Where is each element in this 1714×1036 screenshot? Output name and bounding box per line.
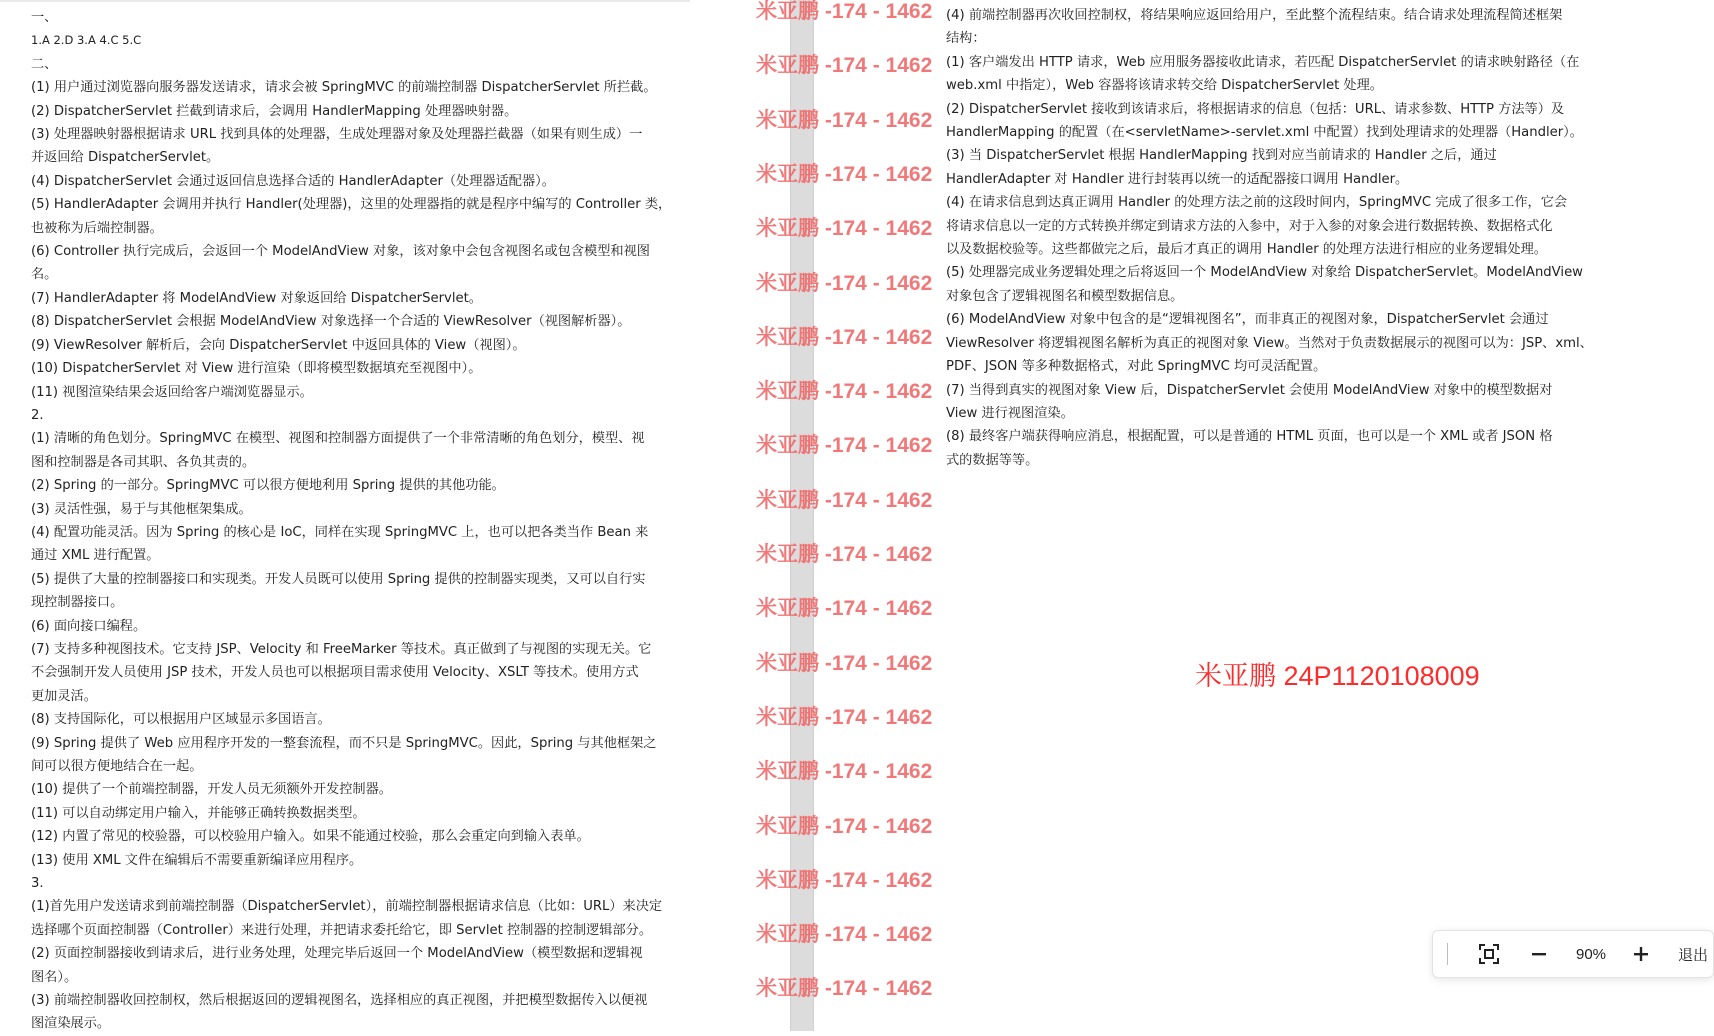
watermark-text: 米亚鹏 -174 - 1462 [756, 380, 933, 404]
text-line: 不会强制开发人员使用 JSP 技术，开发人员也可以根据项目需求使用 Velocity、XSLT 等技术。使用方式 [31, 665, 639, 681]
text-line: 1.A 2.D 3.A 4.C 5.C [31, 33, 142, 48]
left-page-text [31, 6, 672, 1036]
watermark-text: 米亚鹏 -174 - 1462 [756, 0, 933, 23]
text-line: 图和控制器是各司其职、各负其责的。 [31, 454, 256, 470]
text-line: (10) 提供了一个前端控制器，开发人员无须额外开发控制器。 [31, 782, 392, 798]
text-line: (3) 前端控制器收回控制权，然后根据返回的逻辑视图名，选择相应的真正视图，并把模型数据传入以便视 [31, 993, 648, 1009]
text-line: 现控制器接口。 [31, 595, 124, 611]
plus-icon [1632, 945, 1650, 963]
zoom-toolbar [1432, 930, 1714, 978]
watermark-text: 米亚鹏 -174 - 1462 [756, 977, 933, 1001]
text-line: web.xml 中指定），Web 容器将该请求转交给 DispatcherServlet 处理。 [946, 78, 1383, 94]
text-line: (9) Spring 提供了 Web 应用程序开发的一整套流程，而不只是 SpringMVC。因此，Spring 与其他框架之 [31, 735, 657, 751]
text-line: 一、 [31, 10, 58, 25]
minus-icon [1530, 945, 1548, 963]
text-line: PDF、JSON 等多种数据格式，对此 SpringMVC 均可灵活配置。 [946, 359, 1327, 375]
watermark-text: 米亚鹏 -174 - 1462 [756, 325, 933, 349]
text-line: (4) 在请求信息到达真正调用 Handler 的处理方法之前的这段时间内，SpringMVC 完成了很多工作，它会 [946, 195, 1568, 211]
text-line: (4) 前端控制器再次收回控制权，将结果响应返回给用户，至此整个流程结束。结合请求处理流程简述框架 [946, 8, 1563, 23]
text-line: 更加灵活。 [31, 688, 97, 704]
zoom-level: 90% [1575, 945, 1607, 963]
watermark-text: 米亚鹏 -174 - 1462 [756, 868, 933, 892]
text-line: (2) 页面控制器接收到请求后，进行业务处理，处理完毕后返回一个 ModelAndView（模型数据和逻辑视 [31, 946, 643, 962]
text-line: 二、 [31, 56, 58, 72]
text-line: (2) Spring 的一部分。SpringMVC 可以很方便地利用 Spring 提供的其他功能。 [31, 478, 505, 494]
name-stamp: 米亚鹏 24P1120108009 [1195, 661, 1480, 691]
zoom-out-button[interactable] [1524, 939, 1554, 969]
watermark-text: 米亚鹏 -174 - 1462 [756, 488, 933, 512]
text-line: HandlerMapping 的配置（在<servletName>-servlet.xml 中配置）找到处理请求的处理器（Handler）。 [946, 125, 1583, 141]
text-line: (11) 可以自动绑定用户输入，并能够正确转换数据类型。 [31, 805, 366, 821]
text-line: 名。 [31, 267, 58, 283]
text-line: (4) 配置功能灵活。因为 Spring 的核心是 IoC，同样在实现 SpringMVC 上，也可以把各类当作 Bean 来 [31, 524, 649, 540]
text-line: 结构： [946, 31, 986, 47]
text-line: (5) 处理器完成业务逻辑处理之后将返回一个 ModelAndView 对象给 DispatcherServlet。ModelAndView [946, 265, 1583, 281]
text-line: 式的数据等等。 [946, 452, 1039, 468]
text-line: 选择哪个页面控制器（Controller）来进行处理，并把请求委托给它，即 Servlet 控制器的控制逻辑部分。 [31, 922, 653, 938]
watermark-text: 米亚鹏 -174 - 1462 [756, 108, 933, 132]
fit-screen-icon [1478, 943, 1500, 965]
text-line: (5) HandlerAdapter 会调用并执行 Handler(处理器)，这里的处理器指的就是程序中编写的 Controller 类， [31, 197, 672, 213]
watermark-text: 米亚鹏 -174 - 1462 [756, 434, 933, 458]
right-page-text [946, 4, 1593, 472]
text-line: 间可以很方便地结合在一起。 [31, 759, 203, 774]
text-line: (5) 提供了大量的控制器接口和实现类。开发人员既可以使用 Spring 提供的控制器实现类，又可以自行实 [31, 571, 646, 587]
text-line: (1) 用户通过浏览器向服务器发送请求，请求会被 SpringMVC 的前端控制器 DispatcherServlet 所拦截。 [31, 80, 657, 96]
watermark-text: 米亚鹏 -174 - 1462 [756, 217, 933, 241]
text-line: 图渲染展示。 [31, 1016, 111, 1032]
text-line: (12) 内置了常见的校验器，可以校验用户输入。如果不能通过校验，那么会重定向到输入表单。 [31, 829, 590, 845]
fit-screen-button[interactable] [1476, 941, 1502, 967]
text-line: (6) 面向接口编程。 [31, 618, 147, 634]
text-line: 对象包含了逻辑视图名和模型数据信息。 [946, 288, 1184, 304]
text-line: 并返回给 DispatcherServlet。 [31, 150, 220, 166]
text-line: (10) DispatcherServlet 对 View 进行渲染（即将模型数据填充至视图中）。 [31, 361, 482, 377]
text-line: 通过 XML 进行配置。 [31, 548, 160, 564]
text-line: (6) Controller 执行完成后，会返回一个 ModelAndView 对象，该对象中会包含视图名或包含模型和视图 [31, 244, 650, 260]
zoom-in-button[interactable] [1626, 939, 1656, 969]
watermark-text: 米亚鹏 -174 - 1462 [756, 760, 933, 784]
text-line: (9) ViewResolver 解析后，会向 DispatcherServlet 中返回具体的 View（视图）。 [31, 337, 526, 353]
text-line: (1) 清晰的角色划分。SpringMVC 在模型、视图和控制器方面提供了一个非常清晰的角色划分，模型、视 [31, 431, 645, 447]
text-line: (1)首先用户发送请求到前端控制器（DispatcherServlet），前端控制器根据请求信息（比如：URL）来决定 [31, 899, 663, 915]
text-line: (6) ModelAndView 对象中包含的是“逻辑视图名”，而非真正的视图对象，DispatcherServlet 会通过 [946, 312, 1549, 328]
text-line: (7) 当得到真实的视图对象 View 后，DispatcherServlet 会使用 ModelAndView 对象中的模型数据对 [946, 382, 1553, 398]
text-line: ViewResolver 将逻辑视图名解析为真正的视图对象 View。当然对于负责数据展示的视图可以为：JSP、xml、 [946, 335, 1593, 351]
toolbar-separator [1447, 943, 1448, 965]
text-line: (11) 视图渲染结果会返回给客户端浏览器显示。 [31, 384, 313, 400]
text-line: View 进行视图渲染。 [946, 405, 1074, 421]
page-top-divider [0, 0, 690, 2]
text-line: 以及数据校验等。这些都做完之后，最后才真正的调用 Handler 的处理方法进行相应的业务逻辑处理。 [946, 242, 1547, 258]
text-line: (8) 最终客户端获得响应消息，根据配置，可以是普通的 HTML 页面，也可以是一个 XML 或者 JSON 格 [946, 429, 1553, 445]
watermark-text: 米亚鹏 -174 - 1462 [756, 54, 933, 78]
text-line: 也被称为后端控制器。 [31, 220, 163, 236]
text-line: (8) DispatcherServlet 会根据 ModelAndView 对象选择一个合适的 ViewResolver（视图解析器）。 [31, 314, 631, 330]
watermark-column [756, 0, 956, 1026]
text-line: 2. [31, 407, 44, 423]
text-line: (2) DispatcherServlet 接收到该请求后，将根据请求的信息（包括：URL、请求参数、HTTP 方法等）及 [946, 101, 1565, 117]
left-document-page [0, 0, 690, 1031]
text-line: 3. [31, 876, 44, 892]
watermark-text: 米亚鹏 -174 - 1462 [756, 705, 933, 729]
text-line: HandlerAdapter 对 Handler 进行封装再以统一的适配器接口调用 Handler。 [946, 171, 1409, 187]
watermark-text: 米亚鹏 -174 - 1462 [756, 271, 933, 295]
exit-button[interactable]: 退出 [1678, 946, 1709, 964]
watermark-text: 米亚鹏 -174 - 1462 [756, 543, 933, 566]
text-line: (2) DispatcherServlet 拦截到请求后，会调用 HandlerMapping 处理器映射器。 [31, 103, 518, 119]
watermark-text: 米亚鹏 -174 - 1462 [756, 162, 933, 186]
text-line: (4) DispatcherServlet 会通过返回信息选择合适的 HandlerAdapter（处理器适配器）。 [31, 173, 555, 189]
watermark-text: 米亚鹏 -174 - 1462 [756, 814, 933, 838]
text-line: (7) HandlerAdapter 将 ModelAndView 对象返回给 DispatcherServlet。 [31, 290, 482, 306]
text-line: (3) 处理器映射器根据请求 URL 找到具体的处理器，生成处理器对象及处理器拦截器（如果有则生成）一 [31, 127, 643, 143]
text-line: (1) 客户端发出 HTTP 请求，Web 应用服务器接收此请求，若匹配 DispatcherServlet 的请求映射路径（在 [946, 54, 1580, 70]
text-line: 将请求信息以一定的方式转换并绑定到请求方法的入参中，对于入参的对象会进行数据转换、数据格式化 [946, 218, 1553, 234]
text-line: (8) 支持国际化，可以根据用户区域显示多国语言。 [31, 712, 331, 728]
text-line: 图名）。 [31, 969, 78, 985]
watermark-text: 米亚鹏 -174 - 1462 [756, 597, 933, 621]
watermark-text: 米亚鹏 -174 - 1462 [756, 651, 933, 675]
text-line: (3) 当 DispatcherServlet 根据 HandlerMapping 找到对应当前请求的 Handler 之后，通过 [946, 148, 1497, 164]
text-line: (7) 支持多种视图技术。它支持 JSP、Velocity 和 FreeMarker 等技术。真正做到了与视图的实现无关。它 [31, 641, 652, 657]
watermark-text: 米亚鹏 -174 - 1462 [756, 923, 933, 947]
text-line: (13) 使用 XML 文件在编辑后不需要重新编译应用程序。 [31, 852, 363, 868]
text-line: (3) 灵活性强，易于与其他框架集成。 [31, 501, 252, 517]
